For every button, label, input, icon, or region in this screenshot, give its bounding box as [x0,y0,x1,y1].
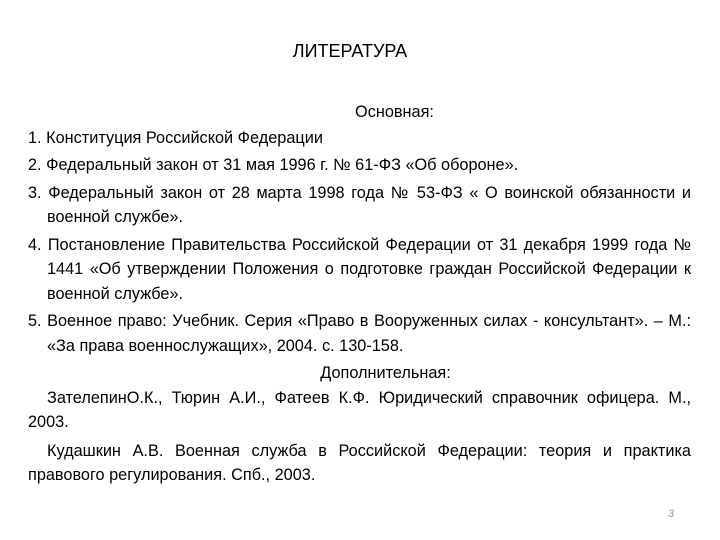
reference-text: Федеральный закон от 28 марта 1998 года № 53-ФЗ « О воинской обязанности и военной службе». [41,183,691,226]
main-references-list [28,126,691,359]
reference-number: 4. [28,235,42,254]
additional-reference-1: ЗателепинО.К., Тюрин А.И., Фатеев К.Ф. Юридический справочник офицера. М., 2003. [28,388,691,431]
reference-text: Постановление Правительства Российской Федерации от 31 декабря 1999 года № 1441 «Об утверждении Положения о подготовке граждан Российской Федерации к военной службе». [41,235,691,303]
additional-reference-2: Кудашкин А.В. Военная служба в Российской Федерации: теория и практика правового регулирования. Спб., 2003. [28,441,691,484]
additional-references-heading: Дополнительная: [320,364,451,382]
reference-item-5 [28,309,691,358]
slide-title: ЛИТЕРАТУРА [292,41,408,61]
reference-number: 5. [28,312,42,330]
reference-text: Федеральный закон от 31 мая 1996 г. № 61-ФЗ «Об обороне». [41,156,519,174]
reference-item-1 [28,126,691,151]
reference-item-3 [28,181,691,230]
references-body [28,100,691,492]
reference-number: 2. [28,156,42,174]
reference-item-2 [28,153,691,178]
reference-item-4 [28,233,691,307]
reference-number: 1. [28,128,42,147]
reference-text: Конституция Российской Федерации [41,128,323,147]
main-references-heading: Основная: [355,103,434,121]
reference-text: Военное право: Учебник. Серия «Право в Вооруженных силах - консультант». – М.: «За права военнослужащих», 2004. с. 130-158. [41,312,691,355]
page-number: 3 [668,508,675,520]
reference-number: 3. [28,183,42,202]
